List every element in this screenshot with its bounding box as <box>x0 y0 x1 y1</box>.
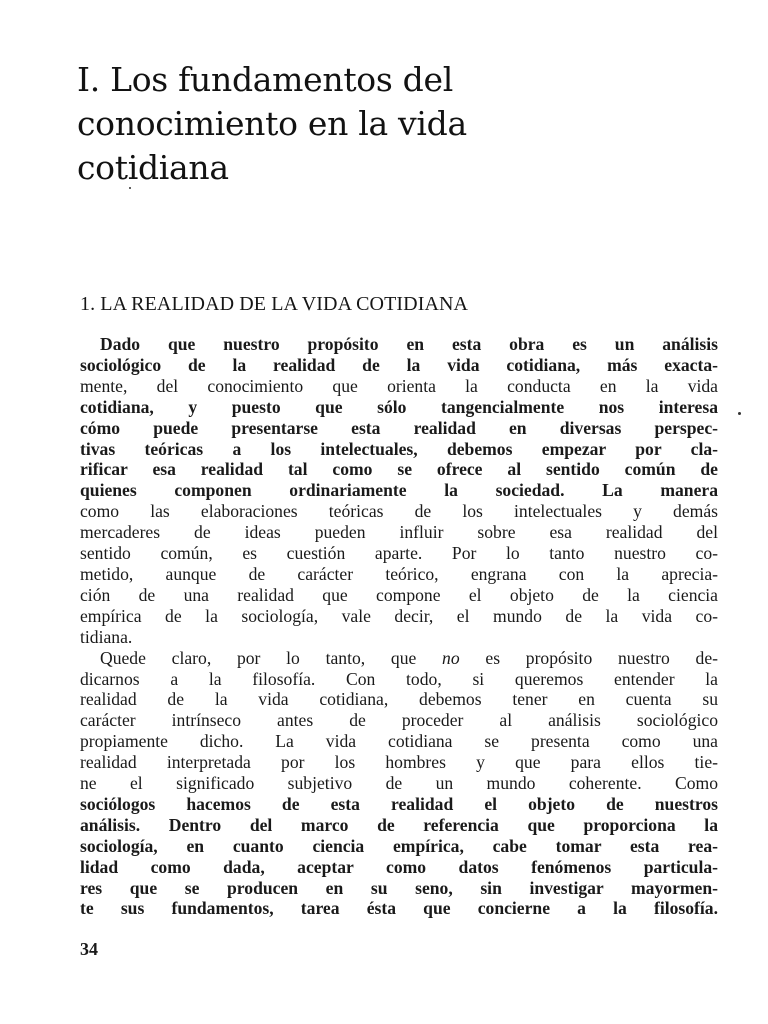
text-line: propiamente dicho. La vida cotidiana se presenta como una <box>80 731 718 752</box>
text-line: mercaderes de ideas pueden influir sobre esa realidad del <box>80 522 718 543</box>
paragraph-2 <box>80 648 718 920</box>
body-text <box>80 334 718 919</box>
scan-speck <box>738 412 741 415</box>
text-segment: es propósito nuestro de- <box>459 647 718 668</box>
text-line: sociología, en cuanto ciencia empírica, cabe tomar esta rea- <box>80 835 718 856</box>
page-number: 34 <box>80 939 98 959</box>
text-line: análisis. Dentro del marco de referencia que proporciona la <box>80 814 718 835</box>
text-line: res que se producen en su seno, sin investigar mayormen- <box>80 877 718 898</box>
section-heading: 1. LA REALIDAD DE LA VIDA COTIDIANA <box>80 293 469 315</box>
text-segment: Quede claro, por lo tanto, que <box>100 647 443 668</box>
text-line: quienes componen ordinariamente la sociedad. La manera <box>80 480 718 501</box>
text-line: cómo puede presentarse esta realidad en diversas perspec- <box>80 417 718 438</box>
text-line: ne el significado subjetivo de un mundo coherente. Como <box>80 773 718 794</box>
text-line: como las elaboraciones teóricas de los intelectuales y demás <box>80 501 718 522</box>
chapter-title-line: cotidiana <box>77 148 229 187</box>
text-line: realidad de la vida cotidiana, debemos tener en cuenta su <box>80 689 718 710</box>
chapter-title <box>77 58 637 190</box>
scan-speck <box>129 187 131 189</box>
text-line: sentido común, es cuestión aparte. Por lo tanto nuestro co- <box>80 543 718 564</box>
italic-emphasis: no <box>442 647 460 668</box>
text-line: mente, del conocimiento que orienta la conducta en la vida <box>80 375 718 396</box>
text-line: realidad interpretada por los hombres y que para ellos tie- <box>80 752 718 773</box>
text-line: ción de una realidad que compone el objeto de la ciencia <box>80 584 718 605</box>
text-line: te sus fundamentos, tarea ésta que concierne a la filosofía. <box>80 898 718 919</box>
text-line: dicarnos a la filosofía. Con todo, si queremos entender la <box>80 668 718 689</box>
text-line: tidiana. <box>80 626 133 647</box>
text-line: rificar esa realidad tal como se ofrece al sentido común de <box>80 459 718 480</box>
text-line: tivas teóricas a los intelectuales, debemos empezar por cla- <box>80 438 718 459</box>
chapter-title-line: I. Los fundamentos del <box>77 60 453 99</box>
text-line: metido, aunque de carácter teórico, engrana con la aprecia- <box>80 563 718 584</box>
text-line: cotidiana, y puesto que sólo tangencialmente nos interesa <box>80 396 718 417</box>
text-line: lidad como dada, aceptar como datos fenómenos particula- <box>80 856 718 877</box>
text-line: empírica de la sociología, vale decir, el mundo de la vida co- <box>80 605 718 626</box>
text-line: sociólogos hacemos de esta realidad el objeto de nuestros <box>80 793 718 814</box>
text-line: Dado que nuestro propósito en esta obra es un análisis <box>100 334 718 354</box>
text-line: carácter intrínseco antes de proceder al análisis sociológico <box>80 710 718 731</box>
paragraph-1 <box>80 334 718 648</box>
chapter-title-line: conocimiento en la vida <box>77 104 467 143</box>
text-line <box>80 648 718 669</box>
text-line: sociológico de la realidad de la vida cotidiana, más exacta- <box>80 354 718 375</box>
